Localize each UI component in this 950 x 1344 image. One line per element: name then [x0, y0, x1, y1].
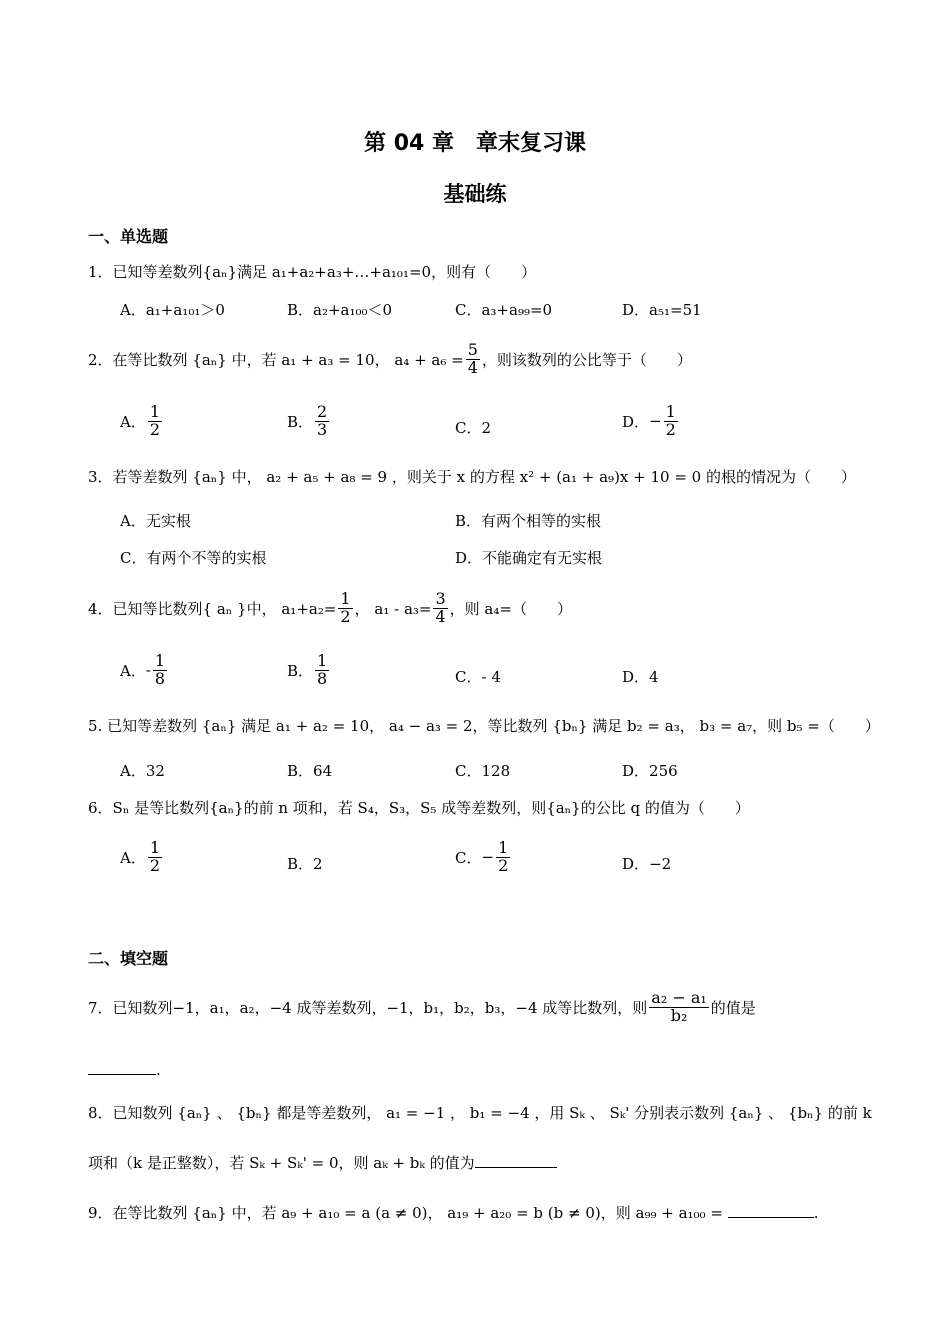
q2-stem-post: ，则该数列的公比等于（ ） [481, 350, 692, 369]
q9-answer-blank[interactable] [728, 1203, 814, 1218]
q6-option-c-prefix: − [481, 848, 495, 867]
q2-fraction [466, 342, 480, 377]
q2-d-num: 1 [665, 402, 676, 421]
q7-fraction [649, 990, 708, 1025]
chapter-title: 第 04 章 章末复习课 [364, 131, 586, 156]
q4-option-d [622, 666, 659, 687]
q9-end-period: . [813, 1204, 819, 1222]
q2-frac-den: 4 [467, 357, 478, 377]
q1-option-a: A．a₁+a₁₀₁＞0 [120, 301, 225, 319]
q4-f1-num: 1 [340, 589, 351, 608]
q2-a-num: 1 [149, 402, 161, 421]
question-2-stem [88, 342, 692, 377]
q4-f2-den: 4 [435, 606, 446, 626]
q7-answer-blank[interactable] [88, 1060, 156, 1075]
q3-option-d: D．不能确定有无实根 [455, 549, 603, 567]
question-8-line-1: 8．已知数列 {aₙ} 、 {bₙ} 都是等差数列， a₁ = −1 ， b₁ = −4 ，用 Sₖ 、 Sₖ' 分别表示数列 {aₙ} 、 {bₙ} 的前 k [88, 1104, 872, 1122]
question-5-stem: 5. 已知等差数列 {aₙ} 满足 a₁ + a₂ = 10， a₄ − a₃ = 2，等比数列 {bₙ} 满足 b₂ = a₃， b₃ = a₇，则 b₅ =（ ） [88, 717, 880, 735]
q2-option-d [622, 404, 680, 439]
q2-option-a [120, 404, 164, 439]
q7-end-period: . [156, 1061, 161, 1079]
question-4-stem [88, 591, 572, 626]
q6-c-den: 2 [498, 855, 509, 875]
page-subtitle: 基础练 [443, 182, 507, 206]
q3-option-a: A．无实根 [120, 512, 191, 530]
q2-a-den: 2 [149, 419, 161, 439]
q7-frac-num: a₂ − a₁ [651, 988, 707, 1007]
question-9-stem [88, 1202, 818, 1223]
q7-stem-pre: 7．已知数列−1，a₁，a₂，−4 成等差数列，−1，b₁，b₂，b₃，−4 成等比数列，则 [88, 998, 648, 1017]
q3-option-c: C．有两个不等的实根 [120, 549, 267, 567]
q4-a-den: 8 [154, 668, 166, 688]
q6-option-c-fraction [496, 840, 510, 875]
q2-option-c-label: C． [455, 419, 482, 437]
q4-option-a-fraction [153, 653, 167, 688]
q4-option-b [287, 653, 331, 688]
question-1-stem: 1．已知等差数列{aₙ}满足 a₁+a₂+a₃+…+a₁₀₁=0，则有（ ） [88, 263, 537, 281]
q5-option-d: D．256 [622, 762, 678, 780]
q6-option-a [120, 840, 164, 875]
q4-option-b-fraction [315, 653, 329, 688]
q2-stem-pre: 2．在等比数列 {aₙ} 中，若 a₁ + a₃ = 10， a₄ + a₆ = [88, 350, 464, 369]
q6-option-c-label: C． [455, 848, 482, 867]
q4-option-c-text: - 4 [481, 668, 501, 686]
q6-option-a-fraction [148, 840, 162, 875]
q6-a-num: 1 [149, 838, 161, 857]
q7-answer-line [88, 1060, 161, 1079]
question-3-stem: 3．若等差数列 {aₙ} 中， a₂ + a₅ + a₈ = 9 ，则关于 x 的方程 x² + (a₁ + a₉)x + 10 = 0 的根的情况为（ ） [88, 468, 856, 486]
section-heading-single-choice: 一、单选题 [88, 227, 169, 246]
q2-option-d-fraction [664, 404, 678, 439]
q4-option-d-label: D． [622, 668, 650, 686]
q5-option-b: B．64 [287, 762, 333, 780]
q7-stem-post: 的值是 [710, 998, 756, 1017]
q4-b-den: 8 [317, 668, 328, 688]
q2-option-b-label: B． [287, 412, 314, 431]
q2-d-den: 2 [665, 419, 676, 439]
q4-option-b-label: B． [287, 661, 314, 680]
q4-option-a [120, 653, 169, 688]
q2-option-d-label: D． [622, 412, 650, 431]
q2-option-a-fraction [148, 404, 162, 439]
q6-option-c [455, 840, 512, 875]
q6-c-num: 1 [498, 838, 509, 857]
q6-option-b-label: B． [287, 855, 314, 873]
q4-option-d-text: 4 [649, 668, 659, 686]
q2-option-a-label: A． [120, 412, 146, 431]
q8-answer-blank[interactable] [475, 1153, 557, 1168]
q4-option-c [455, 666, 501, 687]
q4-a-num: 1 [154, 651, 166, 670]
q2-option-b-fraction [315, 404, 329, 439]
q4-fraction-1 [338, 591, 352, 626]
q2-b-den: 3 [317, 419, 328, 439]
q4-stem-a: 4．已知等比数列{ aₙ }中， a₁+a₂= [88, 599, 337, 618]
q4-f2-num: 3 [435, 589, 446, 608]
q4-f1-den: 2 [340, 606, 351, 626]
q2-frac-num: 5 [467, 340, 478, 359]
q4-option-a-label: A． [120, 661, 146, 680]
q6-option-b [287, 853, 323, 874]
q4-stem-c: ，则 a₄=（ ） [449, 599, 572, 618]
q2-option-b [287, 404, 331, 439]
q1-option-d: D．a₅₁=51 [622, 301, 702, 319]
q4-option-c-label: C． [455, 668, 482, 686]
q4-b-num: 1 [317, 651, 328, 670]
q6-option-d-label: D． [622, 855, 650, 873]
q3-option-b: B．有两个相等的实根 [455, 512, 602, 530]
q5-option-c: C．128 [455, 762, 511, 780]
question-8-line-2 [88, 1152, 557, 1173]
q6-a-den: 2 [149, 855, 161, 875]
q6-option-d-text: −2 [649, 855, 672, 873]
q2-option-c-text: 2 [481, 419, 492, 437]
q2-option-d-prefix: − [649, 412, 662, 431]
q1-option-c: C．a₃+a₉₉=0 [455, 301, 553, 319]
q5-option-a: A．32 [120, 762, 165, 780]
q6-option-a-label: A． [120, 848, 146, 867]
q2-option-c [455, 417, 491, 438]
q6-option-b-text: 2 [313, 855, 323, 873]
question-6-stem: 6．Sₙ 是等比数列{aₙ}的前 n 项和，若 S₄，S₃，S₅ 成等差数列，则{aₙ}的公比 q 的值为（ ） [88, 799, 750, 817]
q7-frac-den: b₂ [670, 1005, 688, 1025]
section-heading-fill-blank: 二、填空题 [88, 949, 169, 968]
q4-option-a-prefix: - [145, 661, 151, 680]
q6-option-d [622, 853, 671, 874]
q1-option-b: B．a₂+a₁₀₀＜0 [287, 301, 393, 319]
question-7-stem [88, 990, 756, 1025]
q2-b-num: 2 [317, 402, 328, 421]
q4-stem-b: ， a₁ - a₃= [354, 599, 432, 618]
q8-line2-text: 项和（k 是正整数），若 Sₖ + Sₖ' = 0，则 aₖ + bₖ 的值为 [88, 1154, 475, 1172]
q9-stem-text: 9．在等比数列 {aₙ} 中，若 a₉ + a₁₀ = a (a ≠ 0)， a₁₉ + a₂₀ = b (b ≠ 0)，则 a₉₉ + a₁₀₀ = [88, 1204, 723, 1222]
q4-fraction-2 [433, 591, 447, 626]
